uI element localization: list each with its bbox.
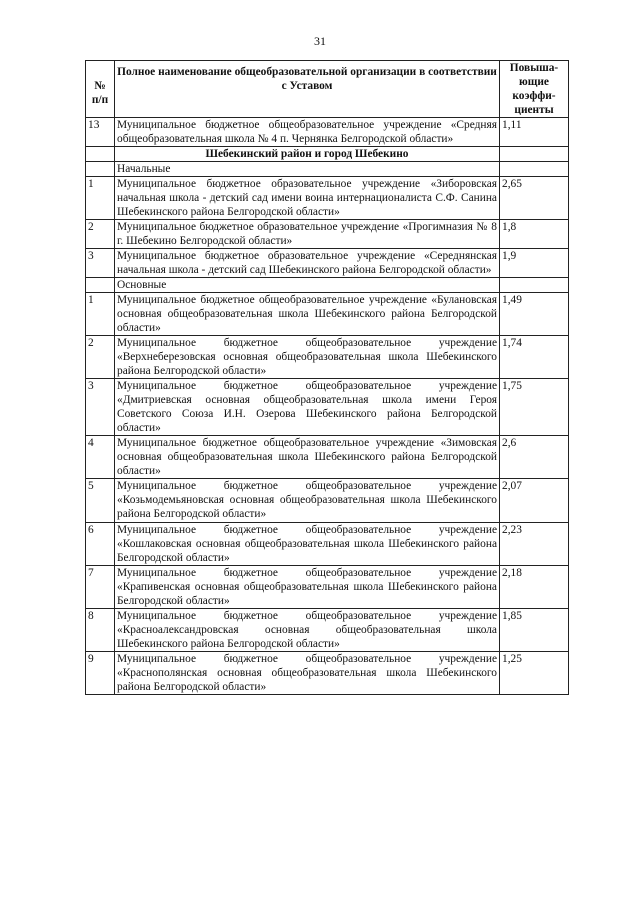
- row-num: 8: [86, 608, 115, 651]
- table-row: [86, 651, 569, 694]
- row-num: 9: [86, 651, 115, 694]
- header-num: № п/п: [86, 61, 115, 118]
- group-row-basic: [86, 278, 569, 293]
- row-coef: 2,23: [500, 522, 569, 565]
- row-coef: 2,6: [500, 436, 569, 479]
- row-name: Муниципальное бюджетное общеобразовательное учреждение «Верхнеберезовская основная общеобразовательная школа Шебекинского района Белгородской области»: [115, 336, 500, 379]
- row-name: Муниципальное бюджетное общеобразовательное учреждение «Средняя общеобразовательная школа № 4 п. Чернянка Белгородской области»: [115, 118, 500, 147]
- row-coef: 1,74: [500, 336, 569, 379]
- basic-group-body: [86, 293, 569, 694]
- table-header-row: [86, 61, 569, 118]
- row-num: 2: [86, 220, 115, 249]
- row-coef: 1,8: [500, 220, 569, 249]
- table-row: [86, 118, 569, 147]
- group-label-primary: Начальные: [115, 162, 500, 177]
- table-row: [86, 249, 569, 278]
- empty-cell: [86, 147, 115, 162]
- row-name: Муниципальное бюджетное общеобразовательное учреждение «Козьмодемьяновская основная общеобразовательная школа Шебекинского района Белгородской области»: [115, 479, 500, 522]
- row-num: 6: [86, 522, 115, 565]
- district-row: [86, 147, 569, 162]
- row-name: Муниципальное бюджетное общеобразовательное учреждение «Зимовская основная общеобразовательная школа Шебекинского района Белгородской области»: [115, 436, 500, 479]
- empty-cell: [500, 278, 569, 293]
- row-coef: 1,9: [500, 249, 569, 278]
- district-title: Шебекинский район и город Шебекино: [115, 147, 500, 162]
- row-coef: 2,65: [500, 177, 569, 220]
- table-row: [86, 220, 569, 249]
- row-num: 1: [86, 293, 115, 336]
- group-row-primary: [86, 162, 569, 177]
- row-coef: 1,25: [500, 651, 569, 694]
- table-row: [86, 436, 569, 479]
- row-num: 3: [86, 249, 115, 278]
- table-row: [86, 379, 569, 436]
- table-row: [86, 522, 569, 565]
- row-num: 7: [86, 565, 115, 608]
- row-name: Муниципальное бюджетное образовательное учреждение «Прогимназия № 8 г. Шебекино Белгородской области»: [115, 220, 500, 249]
- row-coef: 2,18: [500, 565, 569, 608]
- row-num: 4: [86, 436, 115, 479]
- table-row: [86, 608, 569, 651]
- table-row: [86, 293, 569, 336]
- row-coef: 2,07: [500, 479, 569, 522]
- schools-table: [85, 60, 569, 695]
- row-name: Муниципальное бюджетное общеобразовательное учреждение «Крапивенская основная общеобразовательная школа Шебекинского района Белгородской области»: [115, 565, 500, 608]
- header-coef: Повыша- ющие коэффи- циенты: [500, 61, 569, 118]
- table-row: [86, 479, 569, 522]
- row-num: 5: [86, 479, 115, 522]
- row-coef: 1,49: [500, 293, 569, 336]
- row-num: 2: [86, 336, 115, 379]
- row-coef: 1,11: [500, 118, 569, 147]
- row-num: 13: [86, 118, 115, 147]
- row-name: Муниципальное бюджетное общеобразовательное учреждение «Булановская основная общеобразовательная школа Шебекинского района Белгородской области»: [115, 293, 500, 336]
- row-num: 1: [86, 177, 115, 220]
- row-name: Муниципальное бюджетное общеобразовательное учреждение «Красноалександровская основная общеобразовательная школа Шебекинского района Белгородской области»: [115, 608, 500, 651]
- row-name: Муниципальное бюджетное образовательное учреждение «Середнянская начальная школа - детский сад Шебекинского района Белгородской области»: [115, 249, 500, 278]
- group-label-basic: Основные: [115, 278, 500, 293]
- row-name: Муниципальное бюджетное образовательное учреждение «Зиборовская начальная школа - детский сад имени воина интернационалиста С.Ф. Санина Шебекинского района Белгородской области»: [115, 177, 500, 220]
- empty-cell: [500, 162, 569, 177]
- empty-cell: [86, 278, 115, 293]
- table-row: [86, 336, 569, 379]
- header-name: Полное наименование общеобразовательной организации в соответствии с Уставом: [115, 61, 500, 118]
- primary-group-body: [86, 177, 569, 278]
- table-row: [86, 565, 569, 608]
- row-name: Муниципальное бюджетное общеобразовательное учреждение «Дмитриевская основная общеобразовательная школа имени Героя Советского Союза И.Н. Озерова Шебекинского района Белгородской области»: [115, 379, 500, 436]
- empty-cell: [500, 147, 569, 162]
- row-num: 3: [86, 379, 115, 436]
- row-name: Муниципальное бюджетное общеобразовательное учреждение «Кошлаковская основная общеобразовательная школа Шебекинского района Белгородской области»: [115, 522, 500, 565]
- table-row: [86, 177, 569, 220]
- row-name: Муниципальное бюджетное общеобразовательное учреждение «Краснополянская основная общеобразовательная школа Шебекинского района Белгородской области»: [115, 651, 500, 694]
- row-coef: 1,85: [500, 608, 569, 651]
- page-number: 31: [314, 34, 326, 48]
- empty-cell: [86, 162, 115, 177]
- row-coef: 1,75: [500, 379, 569, 436]
